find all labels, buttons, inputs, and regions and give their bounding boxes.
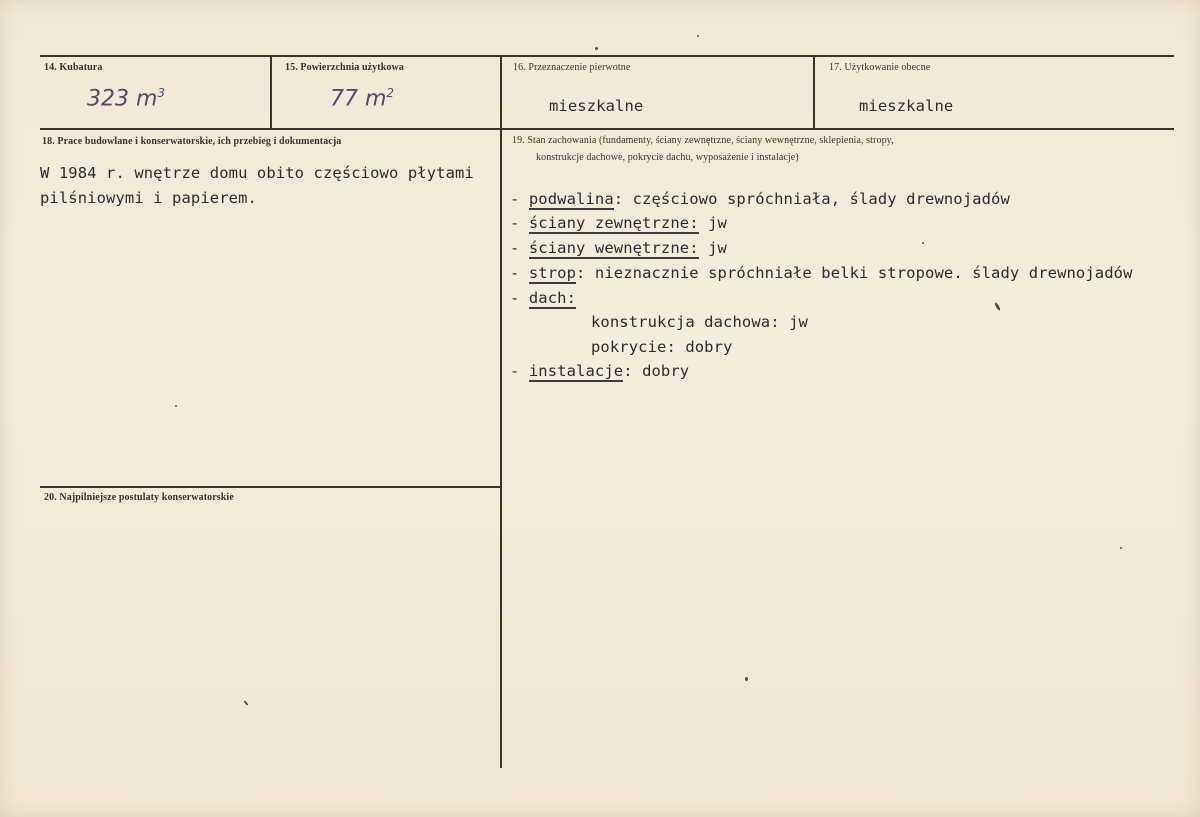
top-rule xyxy=(40,55,1174,57)
paper-speck xyxy=(697,35,699,37)
field14-value: 323 $m^3$ xyxy=(87,86,166,112)
condition-subitem-konstrukcja: konstrukcja dachowa: jw xyxy=(591,313,808,331)
condition-item-sciany-wewnetrzne: - ściany wewnętrzne: jw xyxy=(510,239,727,257)
field18-line-1: W 1984 r. wnętrze domu obito częściowo płytami xyxy=(40,164,474,182)
field15-label: 15. Powierzchnia użytkowa xyxy=(285,62,404,73)
row1-bottom-rule xyxy=(40,128,1174,130)
condition-item-dach: - dach: xyxy=(510,289,577,307)
field20-label: 20. Najpilniejsze postulaty konserwatorskie xyxy=(44,492,234,503)
col-divider-1 xyxy=(270,55,272,130)
condition-item-podwalina: - podwalina: częściowo spróchniała, ślady drewnojadów xyxy=(510,190,1010,208)
paper-speck xyxy=(745,677,748,681)
condition-item-instalacje: - instalacje: dobry xyxy=(510,362,690,380)
field20-top-rule xyxy=(40,486,501,488)
condition-item-strop: - strop: nieznacznie spróchniałe belki stropowe. ślady drewnojadów xyxy=(510,264,1133,282)
field15-value: 77 $m^2$ xyxy=(330,86,395,112)
field17-value: mieszkalne xyxy=(859,97,954,115)
field18-label: 18. Prace budowlane i konserwatorskie, ich przebieg i dokumentacja xyxy=(42,136,342,147)
col-divider-3 xyxy=(813,55,815,130)
condition-item-sciany-zewnetrzne: - ściany zewnętrzne: jw xyxy=(510,214,727,232)
field16-value: mieszkalne xyxy=(549,97,644,115)
paper-speck xyxy=(1120,547,1122,549)
field17-label: 17. Użytkowanie obecne xyxy=(829,62,931,73)
paper-speck xyxy=(175,405,177,407)
condition-subitem-pokrycie: pokrycie: dobry xyxy=(591,338,733,356)
field16-label: 16. Przeznaczenie pierwotne xyxy=(513,62,631,73)
field19-label-line1: 19. Stan zachowania (fundamenty, ściany zewnętrzne, ściany wewnętrzne, sklepienia, stropy, xyxy=(512,135,894,146)
field19-label-line2: konstrukcje dachowe, pokrycie dachu, wyposażenie i instalacje) xyxy=(536,152,799,163)
field18-line-2: pilśniowymi i papierem. xyxy=(40,189,257,207)
paper-speck xyxy=(922,242,924,244)
col-divider-2 xyxy=(500,55,502,768)
field14-label: 14. Kubatura xyxy=(44,62,103,73)
paper-speck xyxy=(595,47,598,50)
